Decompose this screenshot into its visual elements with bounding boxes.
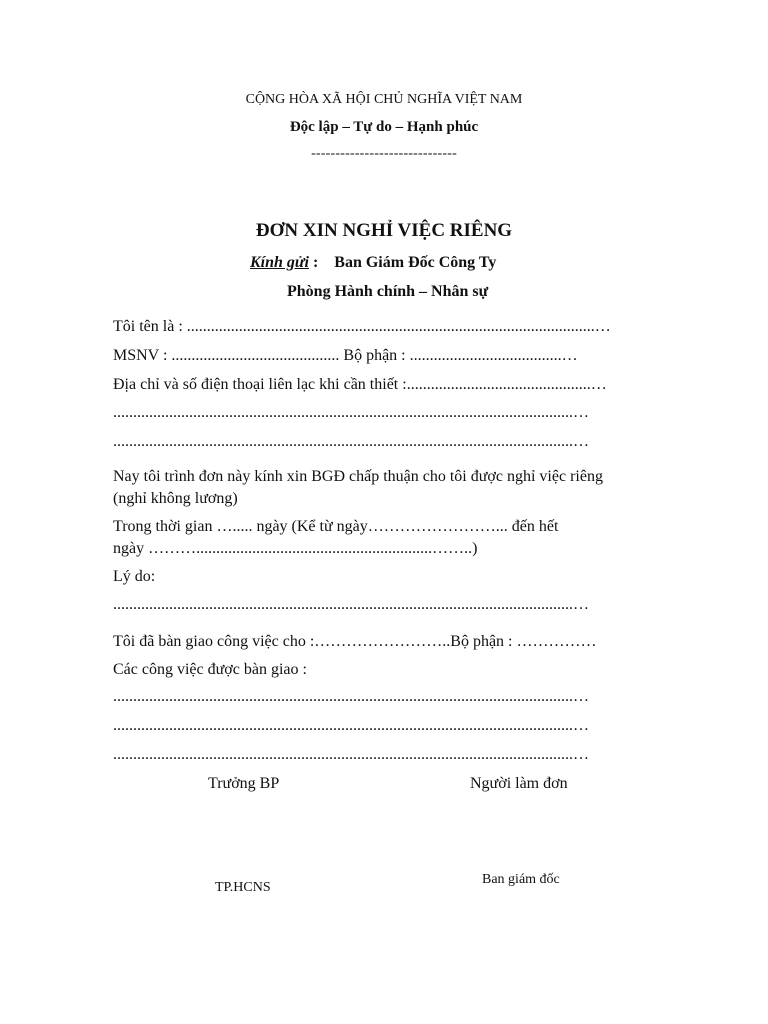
recipient-hr-department: Phòng Hành chính – Nhân sự bbox=[287, 283, 489, 300]
reason-label: Lý do: bbox=[113, 568, 156, 585]
handover-task-line-2: ...................................................................................................................… bbox=[113, 717, 589, 734]
handover-task-line-3: ...................................................................................................................… bbox=[113, 746, 589, 763]
full-name-field: Tôi tên là : ......................................................................................................… bbox=[113, 318, 611, 335]
handover-tasks-label: Các công việc được bàn giao : bbox=[113, 661, 307, 678]
reason-line: ...................................................................................................................… bbox=[113, 596, 589, 613]
request-statement-note: (nghỉ không lương) bbox=[113, 490, 238, 507]
recipient-line-1 bbox=[250, 254, 496, 272]
leave-duration-field: Trong thời gian …..... ngày (Kể từ ngày……………………... đến hết bbox=[113, 518, 559, 535]
address-phone-line-2: ...................................................................................................................… bbox=[113, 404, 589, 421]
hr-head-signature: TP.HCNS bbox=[215, 880, 271, 895]
national-motto: Độc lập – Tự do – Hạnh phúc bbox=[289, 119, 479, 135]
address-phone-field: Địa chỉ và số điện thoại liên lạc khi cần thiết :..............................................… bbox=[113, 376, 607, 393]
employee-id-department-field: MSNV : .......................................... Bộ phận : ......................................… bbox=[113, 347, 578, 364]
national-name: CỘNG HÒA XÃ HỘI CHỦ NGHĨA VIỆT NAM bbox=[245, 92, 523, 107]
recipient-board: Ban Giám Đốc Công Ty bbox=[334, 254, 497, 271]
head-of-department-signature: Trưởng BP bbox=[208, 775, 280, 792]
recipient-colon: : bbox=[312, 254, 319, 271]
handover-person-field: Tôi đã bàn giao công việc cho :……………………..Bộ phận : …………… bbox=[113, 633, 597, 650]
recipient-label: Kính gửi bbox=[250, 254, 309, 271]
board-of-directors-signature: Ban giám đốc bbox=[482, 872, 560, 887]
request-statement: Nay tôi trình đơn này kính xin BGĐ chấp thuận cho tôi được nghỉ việc riêng bbox=[113, 468, 603, 485]
header-separator: ------------------------------ bbox=[311, 146, 457, 161]
form-title: ĐƠN XIN NGHỈ VIỆC RIÊNG bbox=[255, 220, 513, 241]
handover-task-line-1: ...................................................................................................................… bbox=[113, 688, 589, 705]
leave-end-date-field: ngày ………...........................................................……..) bbox=[113, 540, 478, 557]
applicant-signature: Người làm đơn bbox=[470, 775, 568, 792]
address-phone-line-3: ...................................................................................................................… bbox=[113, 433, 589, 450]
